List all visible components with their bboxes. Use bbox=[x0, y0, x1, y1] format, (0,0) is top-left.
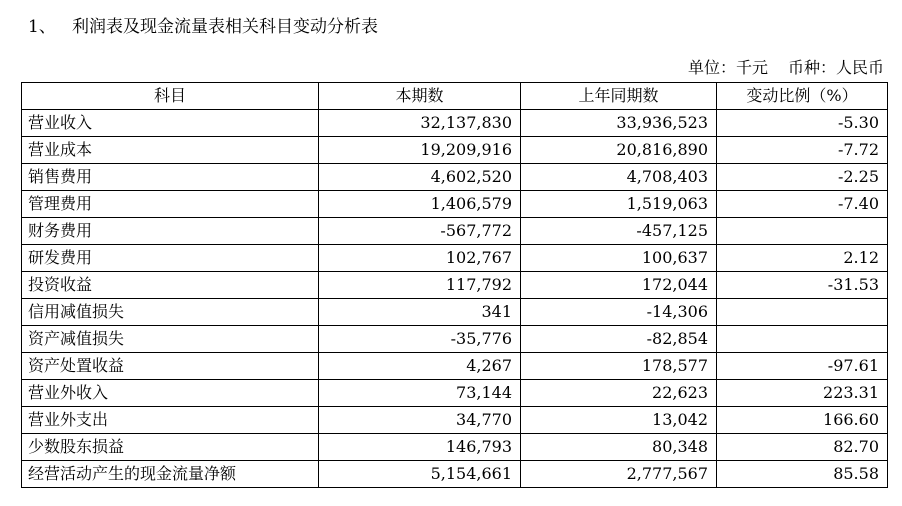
cell-item: 研发费用 bbox=[22, 245, 319, 272]
table-row bbox=[22, 137, 888, 164]
cell-current: 102,767 bbox=[319, 245, 521, 272]
cell-item: 营业成本 bbox=[22, 137, 319, 164]
cell-previous: 80,348 bbox=[521, 434, 717, 461]
cell-current: 5,154,661 bbox=[319, 461, 521, 488]
cell-item: 销售费用 bbox=[22, 164, 319, 191]
analysis-table bbox=[21, 82, 888, 488]
table-row bbox=[22, 272, 888, 299]
cell-item: 少数股东损益 bbox=[22, 434, 319, 461]
cell-change: 223.31 bbox=[717, 380, 888, 407]
cell-change: -5.30 bbox=[717, 110, 888, 137]
table-row bbox=[22, 245, 888, 272]
cell-previous: 178,577 bbox=[521, 353, 717, 380]
cell-current: 1,406,579 bbox=[319, 191, 521, 218]
table-row bbox=[22, 380, 888, 407]
cell-current: 146,793 bbox=[319, 434, 521, 461]
column-header-previous: 上年同期数 bbox=[521, 83, 717, 110]
cell-item: 财务费用 bbox=[22, 218, 319, 245]
table-row bbox=[22, 434, 888, 461]
cell-change: -97.61 bbox=[717, 353, 888, 380]
cell-item: 资产减值损失 bbox=[22, 326, 319, 353]
cell-item: 信用减值损失 bbox=[22, 299, 319, 326]
cell-previous: 13,042 bbox=[521, 407, 717, 434]
cell-previous: -457,125 bbox=[521, 218, 717, 245]
cell-change: 82.70 bbox=[717, 434, 888, 461]
cell-item: 资产处置收益 bbox=[22, 353, 319, 380]
cell-current: 19,209,916 bbox=[319, 137, 521, 164]
cell-change: -2.25 bbox=[717, 164, 888, 191]
cell-item: 营业收入 bbox=[22, 110, 319, 137]
cell-change bbox=[717, 326, 888, 353]
table-body bbox=[22, 110, 888, 488]
cell-change: -7.72 bbox=[717, 137, 888, 164]
table-row bbox=[22, 164, 888, 191]
unit-line bbox=[688, 57, 884, 79]
column-header-item: 科目 bbox=[22, 83, 319, 110]
column-header-current: 本期数 bbox=[319, 83, 521, 110]
cell-current: 4,602,520 bbox=[319, 164, 521, 191]
cell-change: 85.58 bbox=[717, 461, 888, 488]
cell-change: -31.53 bbox=[717, 272, 888, 299]
currency-label: 币种：人民币 bbox=[787, 58, 884, 77]
column-header-change: 变动比例（%） bbox=[717, 83, 888, 110]
cell-current: 117,792 bbox=[319, 272, 521, 299]
cell-current: 73,144 bbox=[319, 380, 521, 407]
cell-previous: 1,519,063 bbox=[521, 191, 717, 218]
table-row bbox=[22, 218, 888, 245]
table-row bbox=[22, 353, 888, 380]
cell-previous: 100,637 bbox=[521, 245, 717, 272]
cell-current: -35,776 bbox=[319, 326, 521, 353]
cell-previous: 172,044 bbox=[521, 272, 717, 299]
table-header-row bbox=[22, 83, 888, 110]
cell-current: 341 bbox=[319, 299, 521, 326]
cell-change: -7.40 bbox=[717, 191, 888, 218]
table-row bbox=[22, 191, 888, 218]
table-row bbox=[22, 299, 888, 326]
cell-item: 营业外收入 bbox=[22, 380, 319, 407]
cell-previous: 33,936,523 bbox=[521, 110, 717, 137]
cell-item: 管理费用 bbox=[22, 191, 319, 218]
cell-item: 投资收益 bbox=[22, 272, 319, 299]
cell-current: -567,772 bbox=[319, 218, 521, 245]
cell-previous: 4,708,403 bbox=[521, 164, 717, 191]
cell-change bbox=[717, 218, 888, 245]
cell-change: 166.60 bbox=[717, 407, 888, 434]
cell-previous: 22,623 bbox=[521, 380, 717, 407]
unit-label: 单位：千元 bbox=[687, 58, 768, 77]
cell-current: 4,267 bbox=[319, 353, 521, 380]
cell-previous: -14,306 bbox=[521, 299, 717, 326]
cell-change: 2.12 bbox=[717, 245, 888, 272]
table-row bbox=[22, 461, 888, 488]
table-row bbox=[22, 407, 888, 434]
cell-previous: -82,854 bbox=[521, 326, 717, 353]
table-row bbox=[22, 326, 888, 353]
cell-current: 32,137,830 bbox=[319, 110, 521, 137]
cell-previous: 2,777,567 bbox=[521, 461, 717, 488]
table-row bbox=[22, 110, 888, 137]
cell-item: 经营活动产生的现金流量净额 bbox=[22, 461, 319, 488]
cell-current: 34,770 bbox=[319, 407, 521, 434]
cell-item: 营业外支出 bbox=[22, 407, 319, 434]
section-number: 1、 bbox=[28, 17, 56, 37]
section-title: 利润表及现金流量表相关科目变动分析表 bbox=[72, 17, 378, 37]
section-heading bbox=[28, 15, 378, 39]
cell-previous: 20,816,890 bbox=[521, 137, 717, 164]
cell-change bbox=[717, 299, 888, 326]
